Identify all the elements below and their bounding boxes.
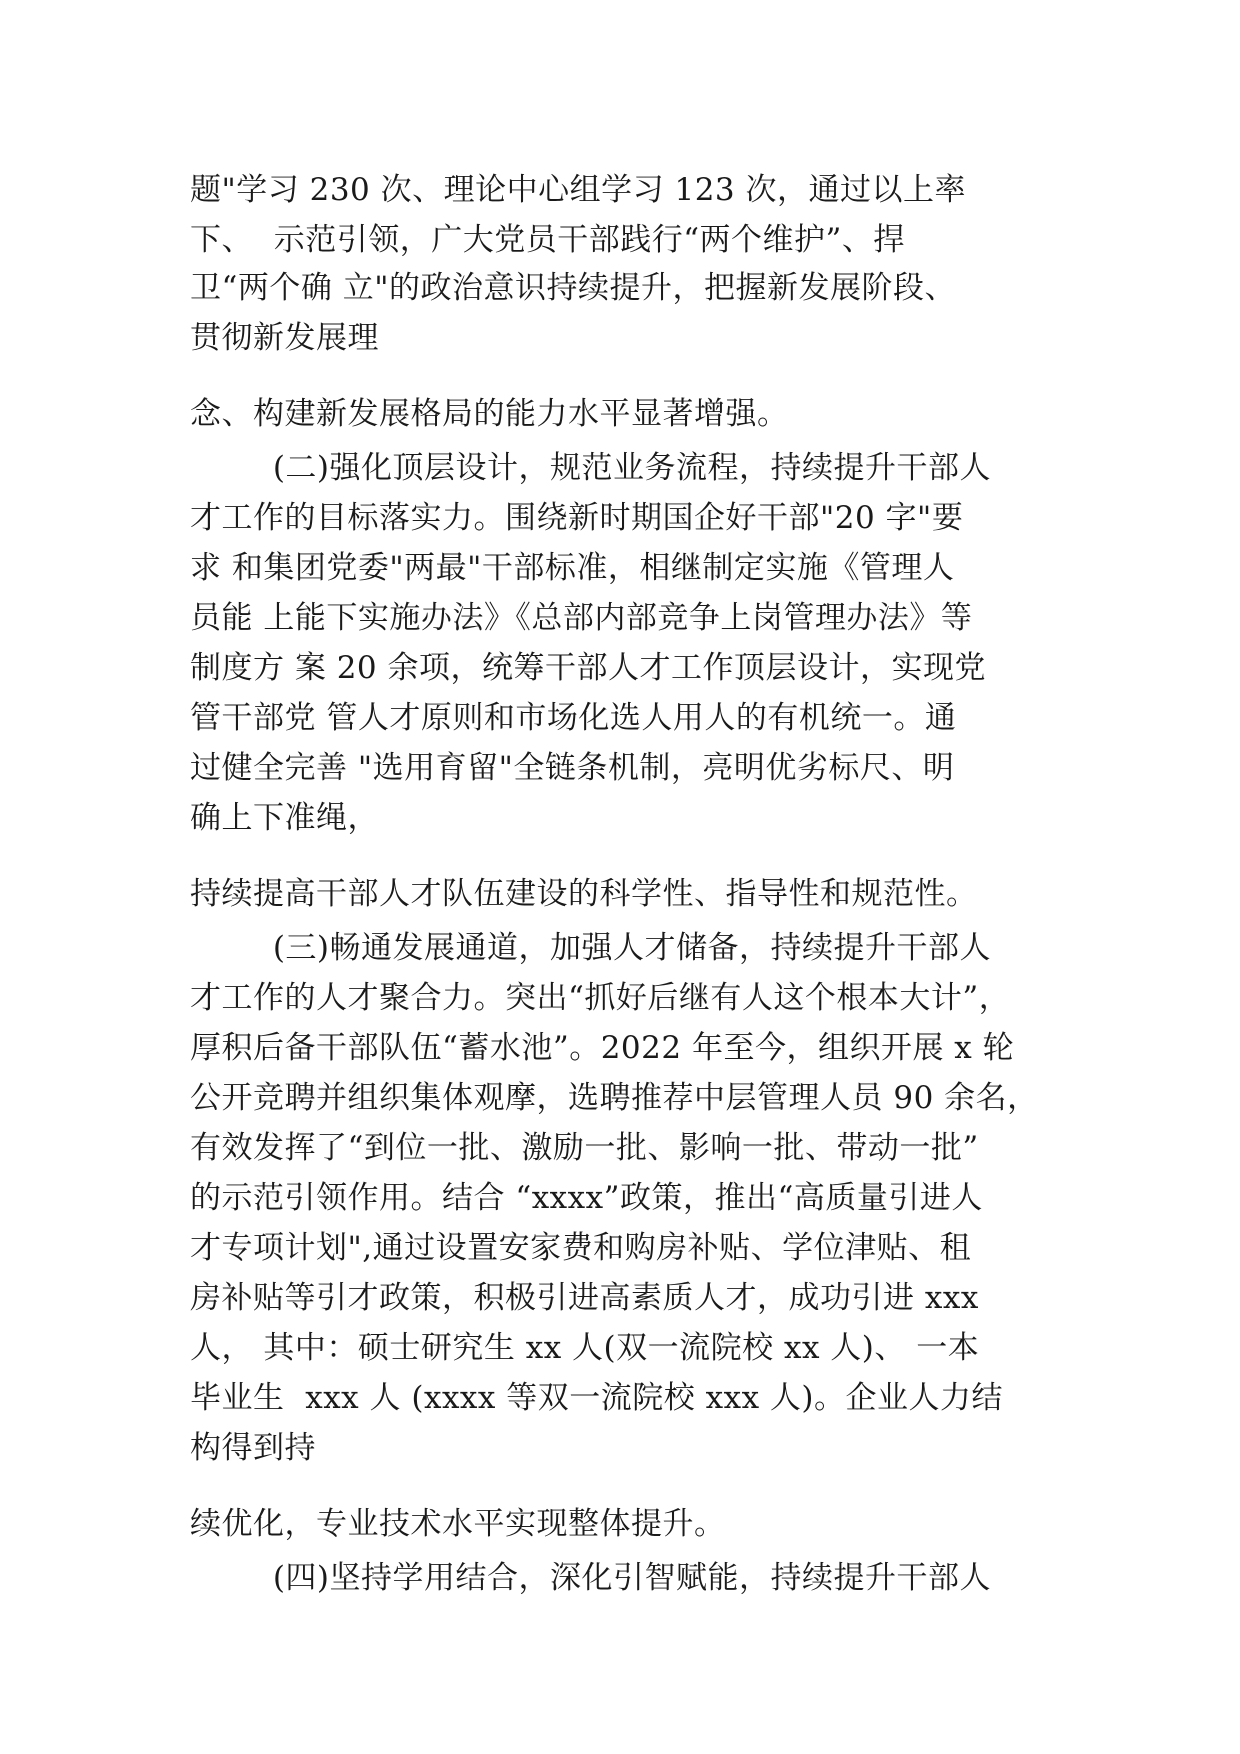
text-line: 构得到持 [190, 1430, 316, 1466]
text-line: 的示范引领作用。结合 “xxxx”政策，推出“高质量引进人 [190, 1180, 983, 1216]
text-line: 房补贴等引才政策，积极引进高素质人才，成功引进 xxx [190, 1280, 979, 1316]
text-line: 确上下准绳， [190, 800, 379, 836]
text-line: 题"学习 230 次、理论中心组学习 123 次，通过以上率 [190, 172, 967, 208]
text-line: 人， 其中：硕士研究生 xx 人(双一流院校 xx 人)、 一本 [190, 1330, 980, 1366]
text-line: 才工作的目标落实力。围绕新时期国企好干部"20 字"要 [190, 500, 964, 536]
text-line: 贯彻新发展理 [190, 320, 379, 356]
text-line: 求 和集团党委"两最"干部标准，相继制定实施《管理人 [190, 550, 955, 586]
text-line: 续优化，专业技术水平实现整体提升。 [190, 1506, 726, 1542]
text-line: 公开竞聘并组织集体观摩，选聘推荐中层管理人员 90 余名， [190, 1080, 1039, 1116]
section-heading-2: (二)强化顶层设计，规范业务流程，持续提升干部人 [190, 450, 992, 486]
text-line: 持续提高干部人才队伍建设的科学性、指导性和规范性。 [190, 876, 978, 912]
text-line: 才专项计划",通过设置安家费和购房补贴、学位津贴、租 [190, 1230, 972, 1266]
text-line: 念、构建新发展格局的能力水平显著增强。 [190, 396, 789, 432]
text-line: 下、 示范引领，广大党员干部践行“两个维护”、捍 [190, 222, 905, 258]
text-line: 员能 上能下实施办法》《总部内部竞争上岗管理办法》等 [190, 600, 973, 636]
text-line: 管干部党 管人才原则和市场化选人用人的有机统一。通 [190, 700, 957, 736]
text-line: 有效发挥了“到位一批、激励一批、影响一批、带动一批” [190, 1130, 979, 1166]
text-line: 过健全完善 "选用育留"全链条机制，亮明优劣标尺、明 [190, 750, 955, 786]
text-line: 制度方 案 20 余项，统筹干部人才工作顶层设计，实现党 [190, 650, 987, 686]
section-heading-3: (三)畅通发展通道，加强人才储备，持续提升干部人 [190, 930, 992, 966]
text-line: 才工作的人才聚合力。突出“抓好后继有人这个根本大计”， [190, 980, 1011, 1016]
text-line: 毕业生 xxx 人 (xxxx 等双一流院校 xxx 人)。企业人力结 [190, 1380, 1003, 1416]
text-line: 卫“两个确 立"的政治意识持续提升，把握新发展阶段、 [190, 270, 956, 306]
text-line: 厚积后备干部队伍“蓄水池”。2022 年至今，组织开展 x 轮 [190, 1030, 1015, 1066]
section-heading-4: (四)坚持学用结合，深化引智赋能，持续提升干部人 [190, 1560, 992, 1596]
